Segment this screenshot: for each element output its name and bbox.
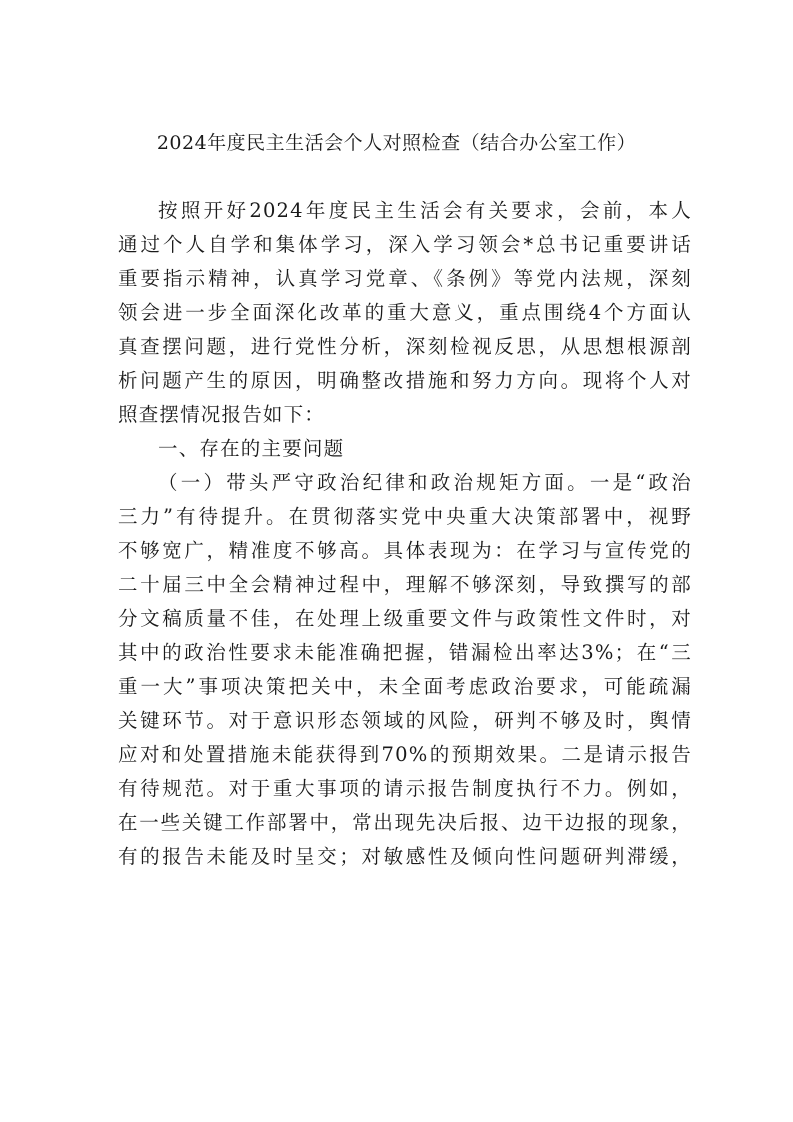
paragraph-line: 领会进一步全面深化改革的重大意义，重点围绕4个方面认 [118,301,692,324]
paragraph-line: 不够宽广，精准度不够高。具体表现为：在学习与宣传党的 [118,539,692,562]
paragraph-line: 按照开好2024年度民主生活会有关要求，会前，本人 [158,199,692,222]
paragraph-line: 在一些关键工作部署中，常出现先决后报、边干边报的现象， [118,811,692,834]
paragraph-line: 重一大”事项决策把关中，未全面考虑政治要求，可能疏漏 [118,675,692,698]
paragraph-line: 其中的政治性要求未能准确把握，错漏检出率达3%；在“三 [118,641,692,664]
document-title: 2024年度民主生活会个人对照检查（结合办公室工作） [156,132,637,154]
paragraph-line: 通过个人自学和集体学习，深入学习领会*总书记重要讲话 [118,233,692,256]
paragraph-line: 三力”有待提升。在贯彻落实党中央重大决策部署中，视野 [118,505,692,528]
document-body [118,194,692,874]
paragraph-line: 应对和处置措施未能获得到70%的预期效果。二是请示报告 [118,743,692,766]
paragraph-line: 析问题产生的原因，明确整改措施和努力方向。现将个人对 [118,369,692,392]
paragraph-line: 有待规范。对于重大事项的请示报告制度执行不力。例如， [118,777,692,800]
paragraph-line: 真查摆问题，进行党性分析，深刻检视反思，从思想根源剖 [118,335,692,358]
paragraph-line: 重要指示精神，认真学习党章、《条例》等党内法规，深刻 [118,267,692,290]
paragraph-line: （一）带头严守政治纪律和政治规矩方面。一是“政治 [158,471,692,494]
paragraph-line: 分文稿质量不佳，在处理上级重要文件与政策性文件时，对 [118,607,692,630]
paragraph-line: 关键环节。对于意识形态领域的风险，研判不够及时，舆情 [118,709,692,732]
paragraph-line: 有的报告未能及时呈交；对敏感性及倾向性问题研判滞缓， [118,845,692,868]
paragraph-line: 二十届三中全会精神过程中，理解不够深刻，导致撰写的部 [118,573,692,596]
section-heading: 一、存在的主要问题 [158,437,345,460]
paragraph-line: 照查摆情况报告如下： [118,403,326,426]
